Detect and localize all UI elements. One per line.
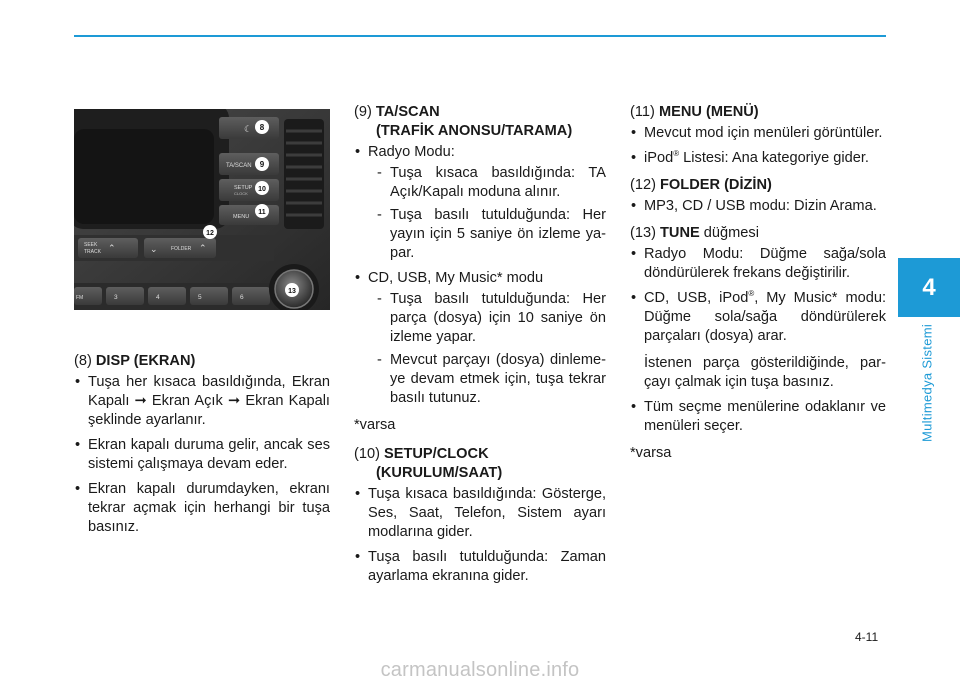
preset-4: 4 xyxy=(156,294,160,301)
callout-11: 11 xyxy=(258,209,266,216)
column-3 xyxy=(630,103,886,473)
list-item: - Mevcut parçayı (dosya) dinlemeye devam etmek için, tuşa tekrar basılı tutunuz. xyxy=(368,351,606,408)
paragraph: İstenen parça gösterildiğinde, parçayı çalmak için tuşa basınız. xyxy=(644,355,886,390)
fm-label: FM xyxy=(76,295,84,301)
setup-label: SETUP xyxy=(234,185,253,191)
list-item: • MP3, CD / USB modu: Dizin Arama. xyxy=(630,197,886,216)
callout-13: 13 xyxy=(288,288,296,295)
section-number: (12) xyxy=(630,177,661,193)
chapter-title: Multimedya Sistemi xyxy=(919,323,934,443)
section-13-heading xyxy=(630,224,886,243)
section-12-heading xyxy=(630,176,886,195)
tune-list xyxy=(630,245,886,346)
section-title: TA/SCAN xyxy=(375,104,440,120)
menu-list xyxy=(630,124,886,168)
text-run: CD, USB, iPod xyxy=(644,290,749,306)
callout-8: 8 xyxy=(259,123,265,132)
list-item: • Radyo Modu: Düğme sağa/sola döndürülerek frekans değiştirilir. xyxy=(630,245,886,283)
callout-12: 12 xyxy=(206,230,214,237)
list-item: - Tuşa basılı tutulduğunda: Her yayın için 5 saniye ön izleme yapar. xyxy=(368,206,606,263)
header-rule xyxy=(74,35,886,37)
folder-list xyxy=(630,197,886,216)
preset-3: 3 xyxy=(114,294,118,301)
section-title: DISP (EKRAN) xyxy=(95,353,196,369)
list-item: • Tuşa her kısaca basıldığında, Ekran Kapalı ➞ Ekran Açık ➞ Ekran Kapalı şeklinde ayarlanır. xyxy=(74,373,330,430)
section-number: (10) xyxy=(354,446,385,462)
callout-9: 9 xyxy=(259,160,265,169)
text-run: , My Music* modu: Düğme sola/sağa döndürülerek parçaları (dosya) arar. xyxy=(644,290,886,344)
audio-unit-photo xyxy=(74,109,330,310)
section-10-heading xyxy=(354,445,606,483)
list-item xyxy=(354,143,606,263)
media-mode-sublist xyxy=(368,290,606,408)
list-item: • Mevcut mod için menüleri görüntüler. xyxy=(630,124,886,143)
list-item: - Tuşa kısaca basıldığında: TA Açık/Kapalı moduna alınır. xyxy=(368,164,606,202)
text-run: Listesi: Ana kategoriye gider. xyxy=(679,150,869,166)
preset-5: 5 xyxy=(198,294,202,301)
list-item: - Tuşa basılı tutulduğunda: Her parça (dosya) için 10 saniye ön izleme yapar. xyxy=(368,290,606,347)
registered-mark: ® xyxy=(748,289,755,299)
disp-list xyxy=(74,373,330,537)
media-mode-label: CD, USB, My Music* modu xyxy=(368,270,544,286)
preset-6: 6 xyxy=(240,294,244,301)
list-item xyxy=(630,289,886,346)
seek-label: SEEK xyxy=(84,242,98,248)
section-title: TUNE xyxy=(660,225,700,241)
callout-10: 10 xyxy=(258,186,266,193)
list-item: • Tüm seçme menülerine odaklanır ve menüleri seçer. xyxy=(630,398,886,436)
list-item xyxy=(630,149,886,168)
svg-text:⌃: ⌃ xyxy=(108,243,116,253)
setup-clock-list xyxy=(354,485,606,586)
list-item: • Ekran kapalı duruma gelir, ancak ses sistemi çalışmaya devam eder. xyxy=(74,436,330,474)
section-title-tail: düğmesi xyxy=(699,225,759,241)
chapter-label xyxy=(899,318,954,448)
registered-mark: ® xyxy=(673,149,680,159)
svg-text:☾: ☾ xyxy=(244,124,253,134)
section-9-heading xyxy=(354,103,606,141)
radio-mode-label: Radyo Modu: xyxy=(368,144,455,160)
track-label: TRACK xyxy=(84,249,101,255)
list-item: • Tuşa kısaca basıldığında: Gösterge, Ses, Saat, Telefon, Sistem ayarı modlarına gider. xyxy=(354,485,606,542)
svg-text:⌃: ⌃ xyxy=(199,243,207,253)
watermark: carmanualsonline.info xyxy=(380,659,580,681)
ta-scan-label: TA/SCAN xyxy=(226,163,252,169)
section-11-heading xyxy=(630,103,886,122)
footnote: *varsa xyxy=(354,417,396,433)
list-item: • Ekran kapalı durumdayken, ekranı tekrar açmak için herhangi bir tuşa basınız. xyxy=(74,480,330,537)
list-item xyxy=(354,269,606,408)
radio-mode-sublist xyxy=(368,164,606,263)
section-number: (9) xyxy=(354,104,376,120)
section-title: FOLDER (DİZİN) xyxy=(660,177,772,193)
section-number: (8) xyxy=(74,353,96,369)
text-run: iPod xyxy=(644,150,674,166)
chapter-tab xyxy=(898,258,960,317)
clock-label: CLOCK xyxy=(234,191,248,196)
svg-text:⌄: ⌄ xyxy=(150,244,158,254)
section-subtitle: (KURULUM/SAAT) xyxy=(376,465,503,481)
section-title: MENU (MENÜ) xyxy=(658,104,759,120)
menu-label: MENU xyxy=(233,214,250,220)
section-subtitle: (TRAFİK ANONSU/TARAMA) xyxy=(376,123,573,139)
list-item: • Tuşa basılı tutulduğunda: Zaman ayarlama ekranına gider. xyxy=(354,548,606,586)
section-number: (13) xyxy=(630,225,661,241)
section-title: SETUP/CLOCK xyxy=(384,446,489,462)
section-8-heading xyxy=(74,352,330,371)
chapter-number: 4 xyxy=(922,274,936,301)
page-number: 4-11 xyxy=(855,630,879,644)
section-number: (11) xyxy=(630,104,659,120)
column-2 xyxy=(354,103,606,594)
tune-list-cont xyxy=(630,398,886,436)
ta-scan-list xyxy=(354,143,606,408)
section-disp xyxy=(74,352,330,545)
folder-label: FOLDER xyxy=(171,246,192,252)
footnote: *varsa xyxy=(630,445,672,461)
